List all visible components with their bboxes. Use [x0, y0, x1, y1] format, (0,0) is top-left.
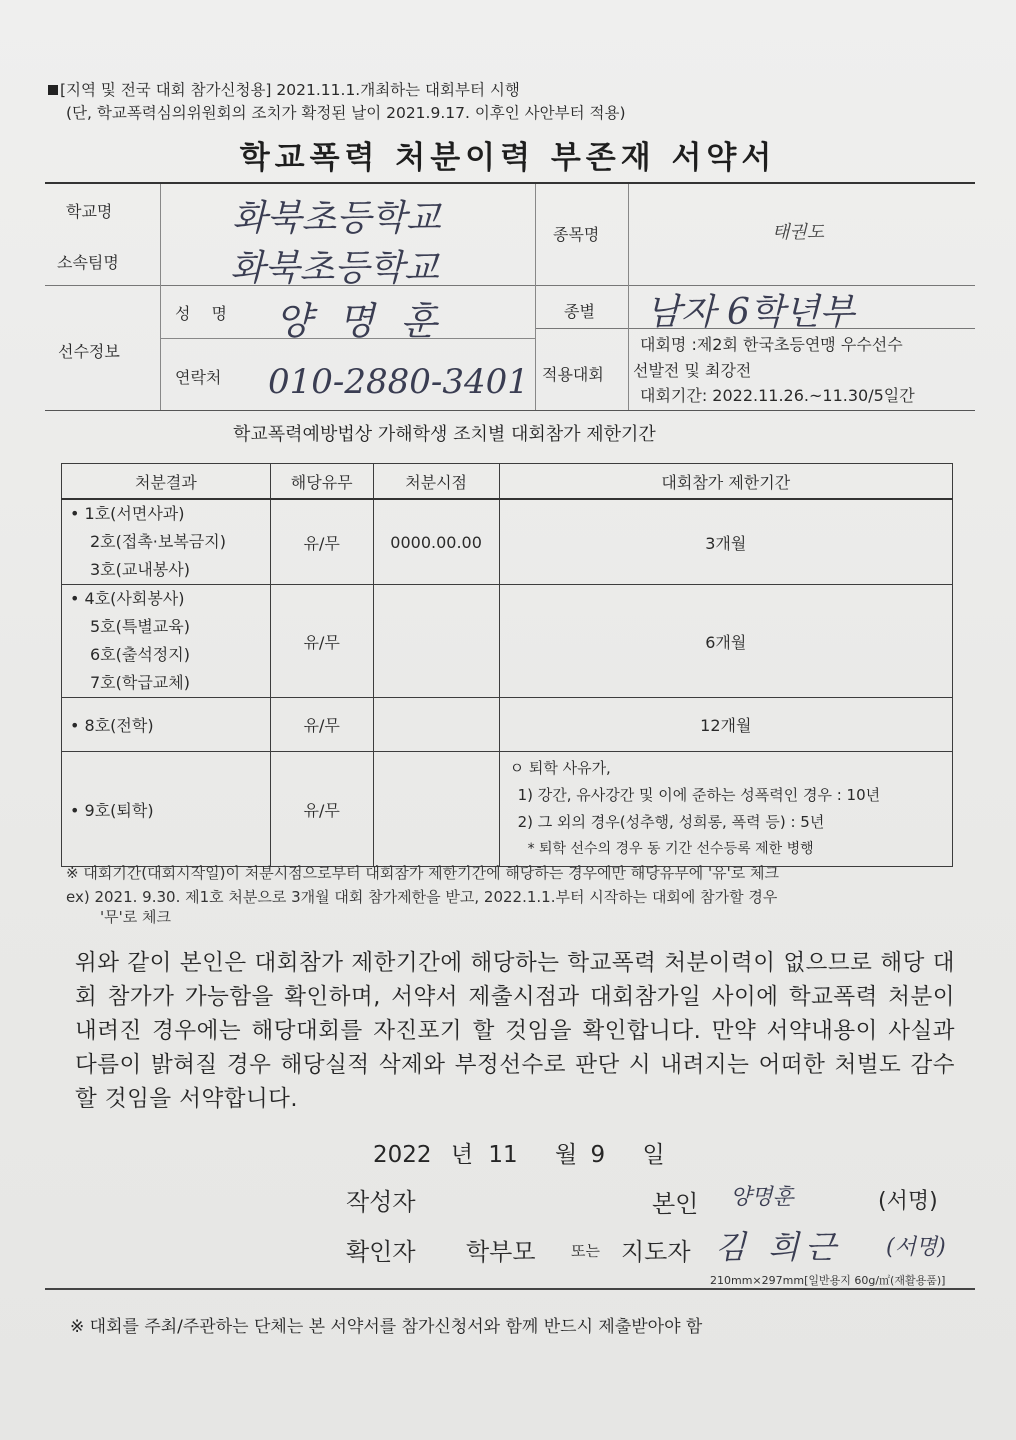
- note-1: ※ 대회기간(대회시작일)이 처분시점으로부터 대회참가 제한기간에 해당하는 경우에만 해당유무에 '유'로 체크: [66, 864, 779, 882]
- applicable-cell: 유/무: [270, 752, 373, 867]
- table-row: [62, 585, 953, 698]
- note-3: '무'로 체크: [100, 908, 171, 926]
- pledge-paragraph: 위와 같이 본인은 대회참가 제한기간에 해당하는 학교폭력 처분이력이 없으므로 해당 대회 참가가 가능함을 확인하며, 서약서 제출시점과 대회참가일 사이에 학교폭력 처분이 내려진 경우에는 해당대회를 자진포기 할 것임을 확인합니다. 만약 서약내용이 사실과 다름이 밝혀질 경우 해당실적 삭제와 부정선수로 판단 시 내려지는 어떠한 처벌도 감수할 것임을 서약합니다.: [75, 950, 955, 1112]
- table-caption: 학교폭력예방법상 가해학생 조치별 대회참가 제한기간: [233, 424, 656, 445]
- applicable-cell: 유/무: [270, 585, 373, 698]
- notice-line-2: (단, 학교폭력심의위원회의 조치가 확정된 날이 2021.9.17. 이후인 사안부터 적용): [66, 104, 626, 122]
- limit-cell: ㅇ 퇴학 사유가, 1) 강간, 유사강간 및 이에 준하는 성폭력인 경우 : 10년 2) 그 외의 경우(성추행, 성희롱, 폭력 등) : 5년 * 퇴학 선수의 경우 동 기간 선수등록 제한 병행: [499, 752, 952, 867]
- confirmer-label: 확인자: [346, 1238, 416, 1266]
- result-cell: • 8호(전학): [62, 698, 271, 752]
- player-info-label: 선수정보: [58, 342, 120, 361]
- date-cell: [373, 585, 499, 698]
- coach-sign-mark: (서명): [886, 1235, 946, 1260]
- name-label: 성 명: [175, 304, 235, 323]
- result-cell: • 9호(퇴학): [62, 752, 271, 867]
- notice-line-1: [지역 및 전국 대회 참가신청용] 2021.11.1.개최하는 대회부터 시행: [48, 78, 520, 100]
- sport-value: 태권도: [772, 222, 825, 243]
- limit-cell: 3개월: [499, 499, 952, 585]
- table-row: [62, 698, 953, 752]
- date-cell: 0000.00.00: [373, 499, 499, 585]
- self-sign-mark: (서명): [878, 1189, 938, 1214]
- result-cell: • 1호(서면사과) 2호(접촉·보복금지) 3호(교내봉사): [62, 499, 271, 585]
- event-name: 대회명 :제2회 한국초등연맹 우수선수: [640, 335, 903, 354]
- table-row: [62, 752, 953, 867]
- note-2: ex) 2021. 9.30. 제1호 처분으로 3개월 대회 참가제한을 받고, 2022.1.1.부터 시작하는 대회에 참가할 경우: [66, 888, 778, 906]
- event-label: 적용대회: [542, 365, 604, 384]
- category-value-handwritten: 남자 6학년부: [646, 292, 855, 333]
- limit-cell: 12개월: [499, 698, 952, 752]
- self-signature: 양명훈: [730, 1185, 794, 1210]
- applicable-cell: 유/무: [270, 499, 373, 585]
- coach-signature: 김 희근: [715, 1228, 842, 1266]
- school-label: 학교명: [66, 202, 113, 221]
- team-label: 소속팀명: [57, 253, 119, 272]
- table-header-row: [62, 464, 953, 500]
- writer-label: 작성자: [346, 1188, 416, 1216]
- self-label: 본인: [652, 1190, 699, 1218]
- applicable-cell: 유/무: [270, 698, 373, 752]
- or-label: 또는: [571, 1242, 600, 1260]
- coach-label: 지도자: [621, 1238, 691, 1266]
- pledge-date: 2022 년 11 월 9 일: [373, 1142, 665, 1168]
- sport-label: 종목명: [553, 225, 600, 244]
- document-title: 학교폭력 처분이력 부존재 서약서: [239, 140, 777, 176]
- event-name-2: 선발전 및 최강전: [633, 361, 752, 380]
- limit-cell: 6개월: [499, 585, 952, 698]
- result-cell: • 4호(사회봉사) 5호(특별교육) 6호(출석정지) 7호(학급교체): [62, 585, 271, 698]
- paper-spec: 210mm×297mm[일반용지 60g/㎡(재활용품)]: [710, 1274, 946, 1287]
- header-result: 처분결과: [62, 464, 271, 500]
- date-cell: [373, 698, 499, 752]
- header-applicable: 해당유무: [270, 464, 373, 500]
- category-label: 종별: [564, 302, 595, 321]
- date-cell: [373, 752, 499, 867]
- header-date: 처분시점: [373, 464, 499, 500]
- table-row: [62, 499, 953, 585]
- school-value-handwritten: 화북초등학교: [232, 198, 441, 239]
- square-bullet-icon: [48, 85, 58, 95]
- contact-label: 연락처: [175, 368, 222, 387]
- name-value-handwritten: 양명훈: [275, 299, 464, 343]
- contact-value-handwritten: 010-2880-3401: [268, 362, 529, 402]
- event-period: 대회기간: 2022.11.26.~11.30/5일간: [640, 386, 915, 405]
- team-value-handwritten: 화북초등학교: [230, 248, 439, 289]
- header-limit: 대회참가 제한기간: [499, 464, 952, 500]
- footer-note: ※ 대회를 주최/주관하는 단체는 본 서약서를 참가신청서와 함께 반드시 제출받아야 함: [70, 1317, 703, 1337]
- sanction-table: [61, 463, 953, 867]
- parent-label: 학부모: [466, 1238, 536, 1266]
